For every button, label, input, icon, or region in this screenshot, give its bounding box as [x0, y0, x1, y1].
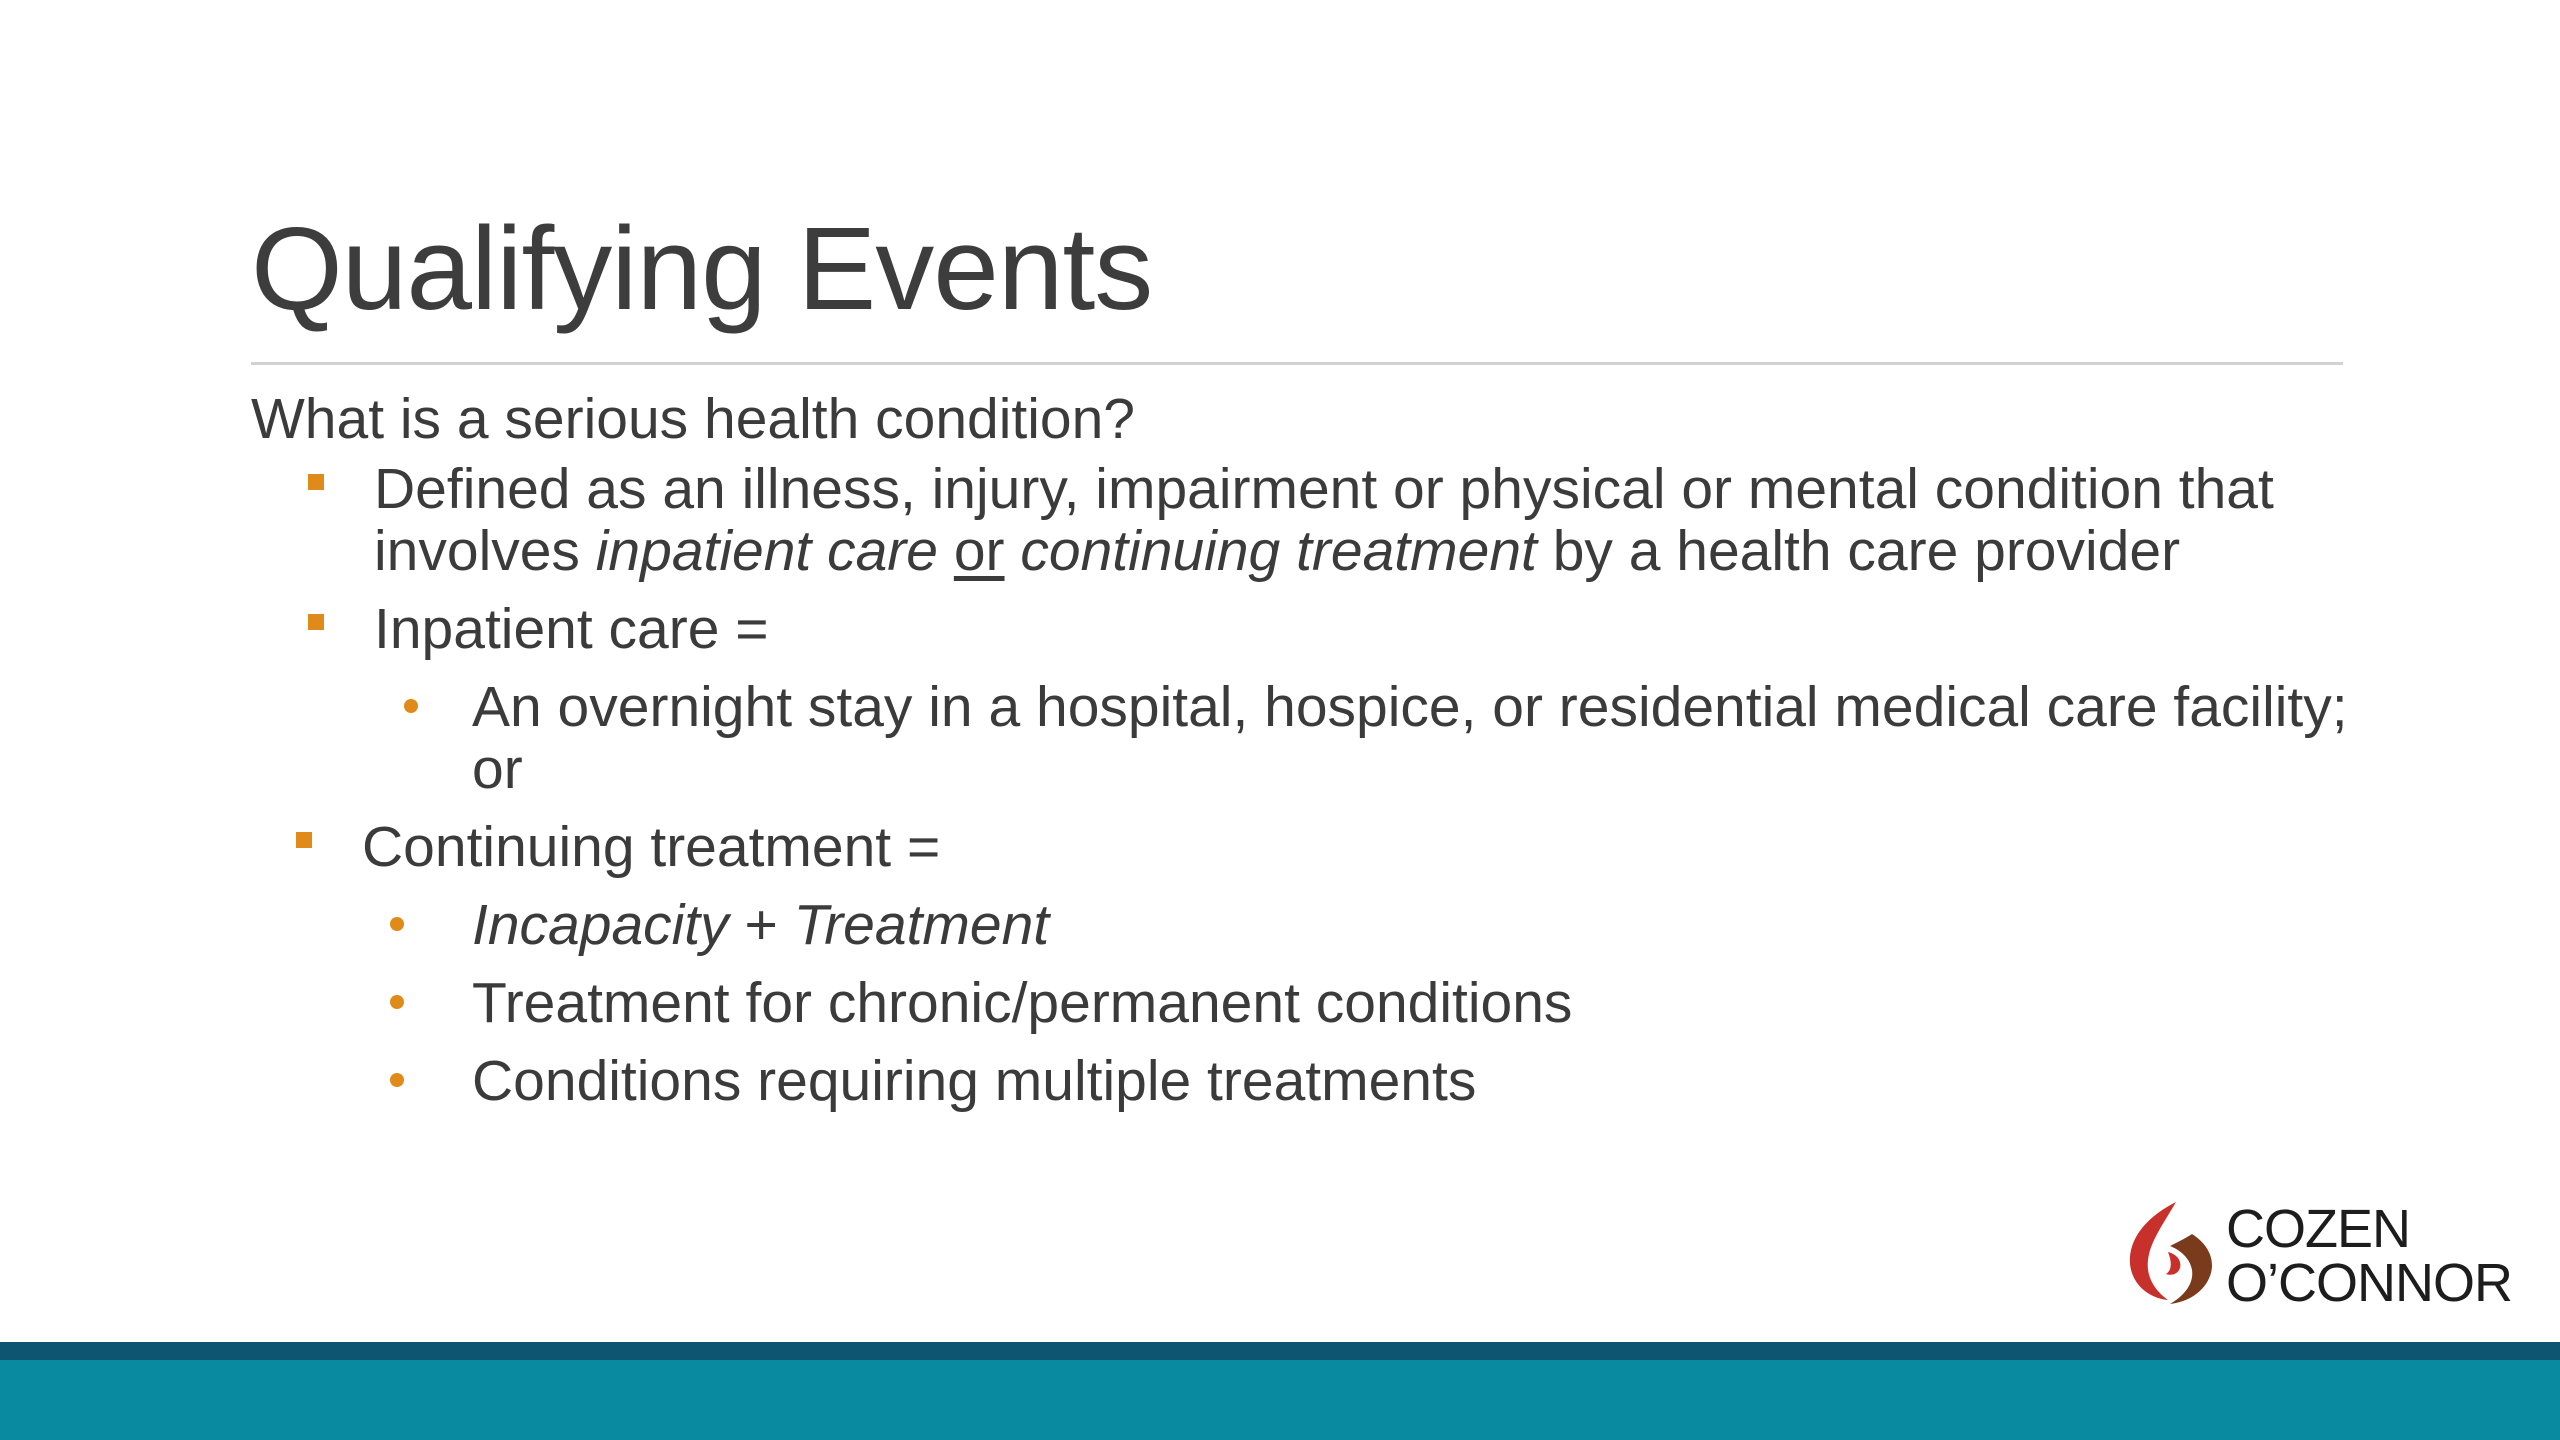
- title-divider: [251, 362, 2343, 365]
- continuing-treatment-italic: continuing treatment: [1020, 519, 1537, 583]
- bullet-inpatient-care: [251, 598, 2351, 660]
- logo-line2: O’CONNOR: [2226, 1253, 2512, 1313]
- round-bullet-icon: [404, 699, 418, 713]
- square-bullet-icon: [296, 832, 312, 848]
- overnight-stay-text: An overnight stay in a hospital, hospice, or residential medical care facility; or: [472, 675, 2348, 801]
- plus-sign: +: [728, 893, 794, 957]
- intro-question: What is a serious health condition?: [251, 387, 1136, 451]
- cozen-oconnor-logo: [2118, 1198, 2528, 1313]
- logo-line1: COZEN: [2226, 1199, 2410, 1259]
- round-bullet-icon: [390, 995, 404, 1009]
- round-bullet-icon: [390, 917, 404, 931]
- round-bullet-icon: [390, 1073, 404, 1087]
- incapacity-italic: Incapacity: [472, 893, 729, 957]
- logo-mark-icon: [2118, 1198, 2228, 1308]
- inpatient-care-italic: inpatient care: [595, 519, 938, 583]
- continuing-treatment-label: Continuing treatment =: [362, 815, 941, 879]
- inpatient-care-label: Inpatient care =: [374, 597, 769, 661]
- slide-title: Qualifying Events: [251, 203, 1153, 335]
- treatment-italic: Treatment: [793, 893, 1050, 957]
- sub-bullet-incapacity: [251, 894, 2351, 956]
- square-bullet-icon: [308, 614, 324, 630]
- bullet-continuing-treatment: [251, 816, 2351, 878]
- footer-band-teal: [0, 1360, 2560, 1440]
- definition-text-a: Defined as an illness, injury, impairment or physical or mental condition that involves: [374, 457, 2274, 583]
- sub-bullet-chronic: [251, 972, 2351, 1034]
- square-bullet-icon: [308, 474, 324, 490]
- multiple-treatments-text: Conditions requiring multiple treatments: [472, 1049, 1477, 1113]
- sub-bullet-overnight-stay: [251, 676, 2351, 800]
- bullet-definition: [251, 458, 2351, 582]
- footer-band-dark: [0, 1342, 2560, 1360]
- slide-body: [251, 388, 2351, 1128]
- chronic-text: Treatment for chronic/permanent conditions: [472, 971, 1573, 1035]
- sub-bullet-multiple: [251, 1050, 2351, 1112]
- logo-wordmark: [2226, 1199, 2512, 1313]
- definition-text-b: by a health care provider: [1536, 519, 2181, 583]
- or-underlined: or: [953, 519, 1005, 583]
